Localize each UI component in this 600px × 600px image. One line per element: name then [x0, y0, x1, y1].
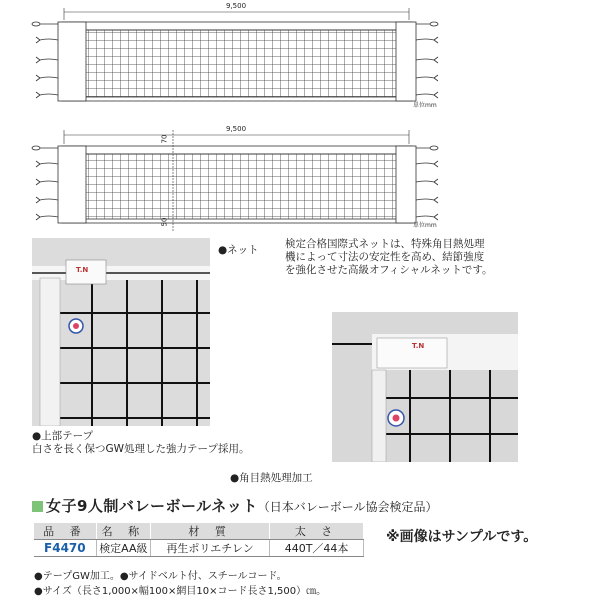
photo-top-tape — [32, 238, 210, 426]
photo-heat-treatment-drawing — [332, 312, 518, 462]
net-description-line: 機によって寸法の安定性を高め、結節強度 — [285, 251, 485, 263]
cell-thickness: 440T／44本 — [270, 540, 364, 557]
bottom-margin-dimension: 50 — [160, 217, 169, 227]
header-material: 材 質 — [151, 523, 270, 540]
tape-description — [32, 430, 332, 456]
width-dimension-label: 9,500 — [226, 2, 247, 10]
note-line: ●テープGW加工。●サイドベルト付、スチールコード。 — [34, 571, 287, 582]
note-line: ●サイズ（長さ1,000×幅100×網目10×コード長さ1,500）㎝。 — [34, 586, 327, 597]
header-thickness: 太 さ — [270, 523, 364, 540]
tape-heading: ●上部テープ — [32, 430, 94, 442]
net-description-text — [285, 238, 525, 277]
product-title: 女子9人制バレーボールネット — [46, 497, 258, 515]
net-diagram-top-drawing — [0, 0, 600, 110]
net-heading: ●ネット — [218, 244, 259, 256]
top-margin-dimension: 70 — [160, 134, 169, 144]
sample-note: ※画像はサンプルです。 — [386, 529, 538, 545]
table-row — [34, 540, 364, 557]
header-name: 名 称 — [96, 523, 150, 540]
photo-heat-treatment — [332, 312, 518, 462]
net-diagram-bottom — [0, 120, 600, 235]
net-description-line: 検定合格国際式ネットは、特殊角目熱処理 — [285, 238, 485, 250]
product-title-row — [32, 495, 437, 516]
net-diagram-bottom-drawing — [0, 120, 600, 235]
product-notes — [34, 569, 574, 599]
header-part-number: 品 番 — [34, 523, 96, 540]
net-description-line: を強化させた高級オフィシャルネットです。 — [285, 264, 493, 276]
cell-name: 検定AA級 — [96, 540, 150, 557]
cell-part-number: F4470 — [34, 540, 96, 557]
cell-material: 再生ポリエチレン — [151, 540, 270, 557]
product-subtitle: （日本バレーボール協会検定品） — [257, 500, 438, 514]
green-square-marker — [32, 501, 43, 512]
spec-table — [34, 523, 364, 557]
tape-brand-label: T.N — [76, 266, 89, 274]
heat-treatment-label: ●角目熱処理加工 — [230, 472, 313, 484]
tape-brand-label: T.N — [412, 342, 425, 350]
width-dimension-label: 9,500 — [226, 125, 247, 133]
unit-label: 単位mm — [413, 222, 437, 229]
net-diagram-top — [0, 0, 600, 110]
spec-table-header — [34, 523, 364, 540]
tape-description-text: 白さを長く保つGW処理した強力テープ採用。 — [32, 443, 250, 455]
photo-top-tape-drawing — [32, 238, 210, 426]
unit-label: 単位mm — [413, 102, 437, 109]
